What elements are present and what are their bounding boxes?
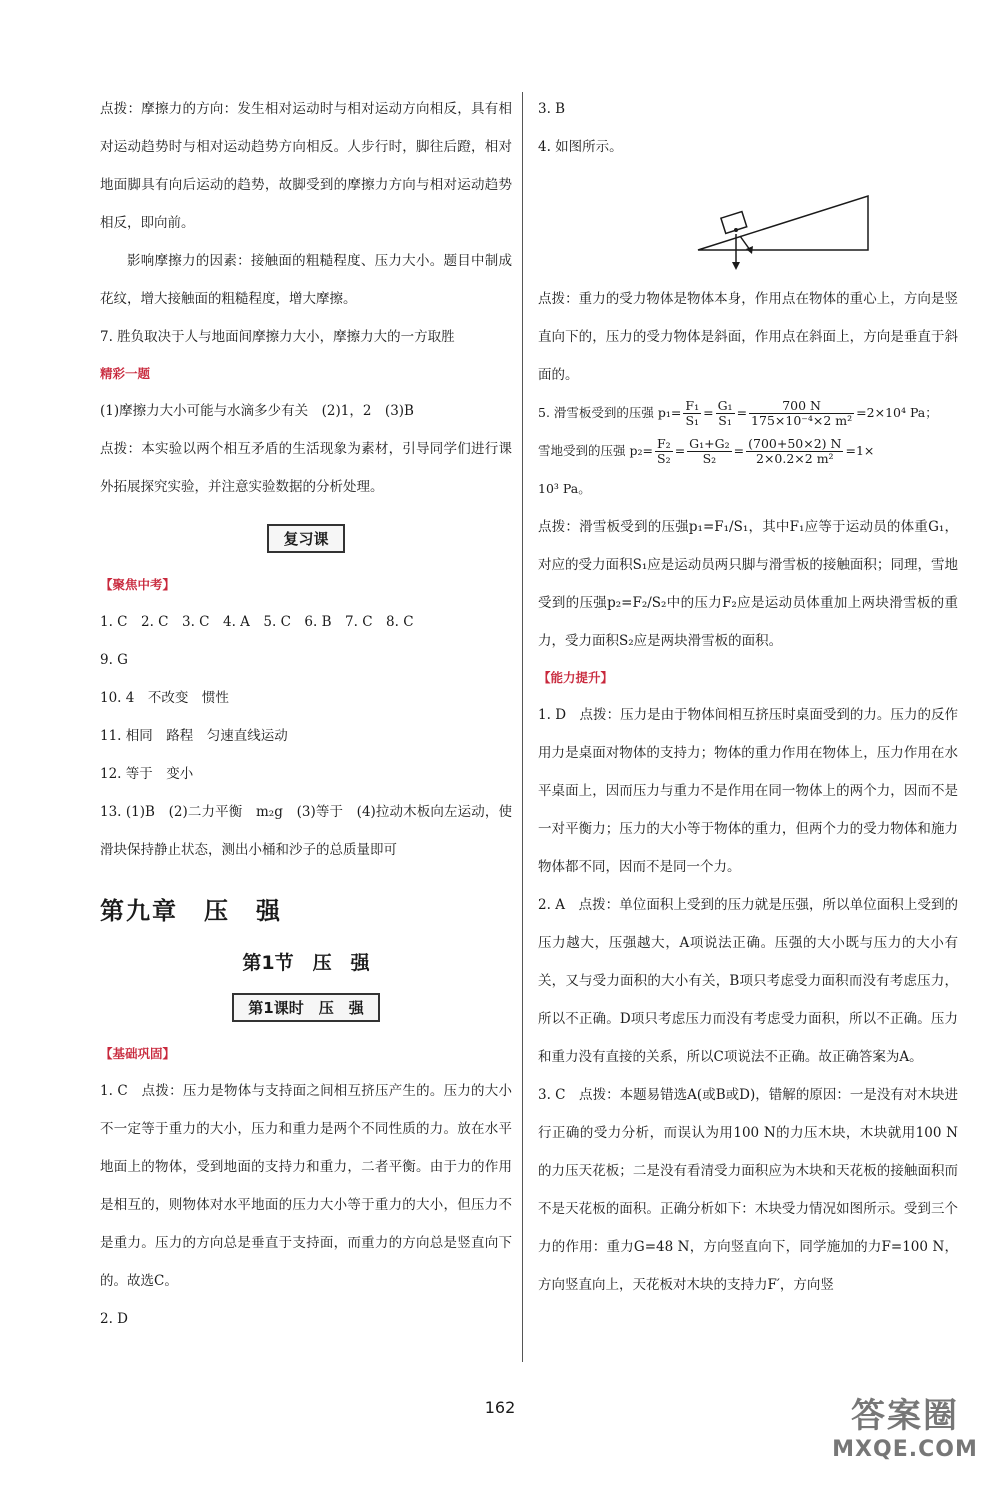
incline-triangle bbox=[698, 196, 868, 250]
improve-answer-3: 3. C 点拨：本题易错选A(或B或D)，错解的原因：一是没有对木块进行正确的受力分析，而误认为用100 N的力压木块，木块就用100 N的力压天花板；二是没有看清受力面积应为木块和天花板的接触面积而不是天花板的面积。正确分析如下：木块受力情况如图所示。受到三个力的作用：重力G=48 N，方向竖直向下，同学施加的力F=100 N，方向竖直向上，天花板对木块的支持力F′，方向竖 bbox=[538, 1087, 958, 1293]
left-column bbox=[100, 90, 512, 1338]
column-divider bbox=[522, 92, 523, 1362]
highlight-note: 点拨：本实验以两个相互矛盾的生活现象为素材，引导同学们进行课外拓展探究实验，并注意实验数据的分析处理。 bbox=[100, 441, 512, 495]
answer-5-line2: 雪地受到的压强 p₂= $\frac{\text{F₂}}{\text{S₂}}$ = $\frac{\text{G₁+G₂}}{\text{S₂}}$ = $\frac{(700+50\times 2) N}{\text{2×0.2×2 m²}}$ =1× bbox=[538, 436, 875, 466]
friction-factors-note: 影响摩擦力的因素：接触面的粗糙程度、压力大小。题目中制成花纹，增大接触面的粗糙程度，增大摩擦。 bbox=[100, 253, 512, 307]
answer-5-line1: 5. 滑雪板受到的压强 p₁= $\frac{\text{F₁}}{\text{S₁}}$ = $\frac{\text{G₁}}{\text{S₁}}$ = $\frac{700 N}{\text{175×10⁻⁴×2 m²}}$ =2×10⁴ Pa； bbox=[538, 398, 938, 428]
highlight-answer: (1)摩擦力大小可能与水滴多少有关 (2)1，2 (3)B bbox=[100, 403, 414, 419]
answer-3: 3. B bbox=[538, 101, 566, 117]
section-title: 第1节 压 强 bbox=[242, 952, 370, 974]
friction-direction-note: 点拨：摩擦力的方向：发生相对运动时与相对运动方向相反，具有相对运动趋势时与相对运动趋势方向相反。人步行时，脚往后蹬，相对地面脚具有向后运动的趋势，故脚受到的摩擦力方向与相对运动趋势相反，即向前。 bbox=[100, 101, 512, 231]
section-tag-exam-focus: 【聚焦中考】 bbox=[100, 577, 176, 592]
chapter-title: 第九章 压 强 bbox=[100, 897, 282, 925]
gravity-arrowhead bbox=[732, 262, 740, 270]
diagram-note: 点拨：重力的受力物体是物体本身，作用点在物体的重心上，方向是竖直向下的，压力的受力物体是斜面，作用点在斜面上，方向是垂直于斜面的。 bbox=[538, 291, 958, 383]
basics-answer-1: 1. C 点拨：压力是物体与支持面之间相互挤压产生的。压力的大小不一定等于重力的大小，压力和重力是两个不同性质的力。放在水平地面上的物体，受到地面的支持力和重力，二者平衡。由于力的作用是相互的，则物体对水平地面的压力大小等于重力的大小，但压力不是重力。压力的方向总是垂直于支持面，而重力的方向总是竖直向下的。故选C。 bbox=[100, 1083, 512, 1289]
answer-13: 13. (1)B (2)二力平衡 m₂g (3)等于 (4)拉动木板向左运动，使滑块保持静止状态，测出小桶和沙子的总质量即可 bbox=[100, 804, 512, 858]
page-number: 162 bbox=[484, 1398, 516, 1417]
answer-10: 10. 4 不改变 惯性 bbox=[100, 690, 229, 706]
review-heading: 复习课 bbox=[100, 524, 512, 553]
section-tag-highlight: 精彩一题 bbox=[100, 366, 151, 381]
block bbox=[721, 212, 747, 234]
incline-force-diagram bbox=[688, 170, 888, 280]
pressure-arrow bbox=[740, 236, 750, 250]
answer-7: 7. 胜负取决于人与地面间摩擦力大小，摩擦力大的一方取胜 bbox=[100, 329, 455, 345]
answer-12: 12. 等于 变小 bbox=[100, 766, 194, 782]
answer-9: 9. G bbox=[100, 652, 128, 668]
answer-11: 11. 相同 路程 匀速直线运动 bbox=[100, 728, 288, 744]
answer-5-line3: 10³ Pa。 bbox=[538, 481, 591, 496]
improve-answer-2: 2. A 点拨：单位面积上受到的压力就是压强，所以单位面积上受到的压力越大，压强越大，A项说法正确。压强的大小既与压力的大小有关，又与受力面积的大小有关，B项只考虑受力面积而没有考虑压力，所以不正确。D项只考虑压力而没有考虑受力面积，所以不正确。压力和重力没有直接的关系，所以C项说法不正确。故正确答案为A。 bbox=[538, 897, 958, 1065]
center-of-mass-dot bbox=[734, 228, 738, 232]
answer-4: 4. 如图所示。 bbox=[538, 139, 623, 155]
lesson-heading: 第1课时 压 强 bbox=[100, 993, 512, 1022]
section-tag-improve: 【能力提升】 bbox=[538, 670, 614, 685]
basics-answer-2: 2. D bbox=[100, 1311, 128, 1327]
watermark-logo: 答案圈 MXQE.COM bbox=[832, 1396, 978, 1462]
section-tag-basics: 【基础巩固】 bbox=[100, 1046, 176, 1061]
answers-1-8: 1. C 2. C 3. C 4. A 5. C 6. B 7. C 8. C bbox=[100, 614, 414, 630]
improve-answer-1: 1. D 点拨：压力是由于物体间相互挤压时桌面受到的力。压力的反作用力是桌面对物体的支持力；物体的重力作用在物体上，压力作用在水平桌面上，因而压力与重力不是作用在同一物体上的两个力，因而不是一对平衡力；压力的大小等于物体的重力，但两个力的受力物体和施力物体都不同，因而不是同一个力。 bbox=[538, 707, 958, 875]
pressure-note: 点拨：滑雪板受到的压强p₁=F₁/S₁，其中F₁应等于运动员的体重G₁，对应的受力面积S₁应是运动员两只脚与滑雪板的接触面积；同理，雪地受到的压强p₂=F₂/S₂中的压力F₂应是运动员体重加上两块滑雪板的重力，受力面积S₂应是两块滑雪板的面积。 bbox=[538, 519, 958, 649]
right-column bbox=[538, 90, 958, 1304]
